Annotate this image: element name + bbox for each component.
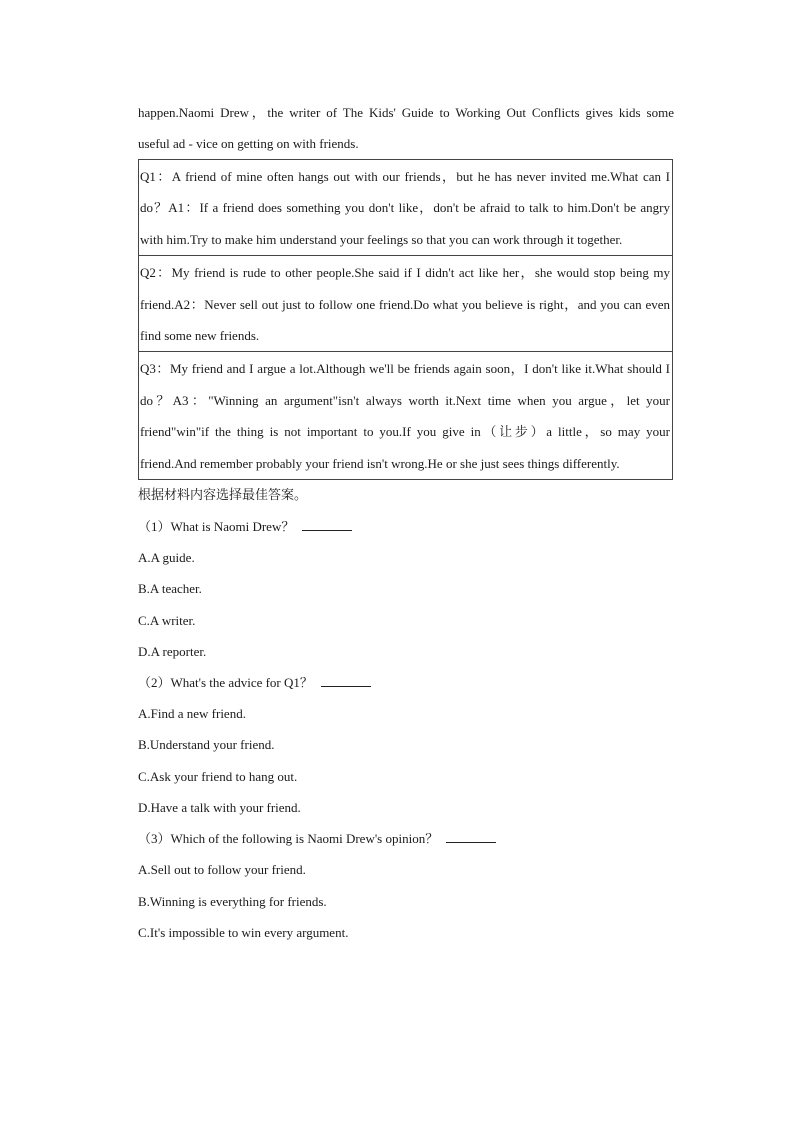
question-stem-text: （3）Which of the following is Naomi Drew's opinion？: [138, 831, 439, 847]
question-3: [138, 823, 674, 948]
qa-cell-q2: Q2：My friend is rude to other people.She said if I didn't act like her，she would stop being my friend.A2：Never sell out just to follow one friend.Do what you believe is right，and you can even find some new friends.: [139, 255, 672, 351]
option-c: C.A writer.: [138, 612, 196, 628]
question-stem: [138, 511, 674, 542]
qa-cell-q3: Q3：My friend and I argue a lot.Although we'll be friends again soon，I don't like it.What should I do？A3："Winning an argument"isn't always worth it.Next time when you argue，let your friend"win"if the thing is not important to you.If you give in（让步）a little，so may your friend.And remember probably your friend isn't wrong.He or she just sees things differently.: [139, 351, 672, 479]
question-2: [138, 667, 674, 823]
answer-blank[interactable]: [302, 518, 352, 531]
option-d: D.A reporter.: [138, 643, 207, 659]
question-stem: [138, 823, 674, 854]
option-d: D.Have a talk with your friend.: [138, 799, 301, 815]
intro-line-1: happen.Naomi Drew，the writer of The Kids' Guide to Working Out Conflicts gives kids some: [138, 105, 674, 120]
option-c: C.It's impossible to win every argument.: [138, 924, 349, 940]
qa-cell-q1: Q1：A friend of mine often hangs out with our friends，but he has never invited me.What can I do？A1：If a friend does something you don't like，don't be afraid to talk to him.Don't be angry with him.Try to make him understand your feelings so that you can work through it together.: [140, 169, 670, 247]
intro-paragraph: [138, 97, 674, 159]
option-b: B.A teacher.: [138, 581, 202, 597]
qa-table: [138, 159, 673, 480]
option-b: B.Winning is everything for friends.: [138, 893, 327, 909]
question-1: [138, 511, 674, 667]
answer-blank[interactable]: [321, 674, 371, 687]
option-c: C.Ask your friend to hang out.: [138, 768, 298, 784]
question-stem: [138, 667, 674, 698]
option-b: B.Understand your friend.: [138, 737, 275, 753]
question-stem-text: （1）What is Naomi Drew？: [138, 519, 295, 535]
instruction-text: 根据材料内容选择最佳答案。: [138, 488, 308, 504]
option-a: A.Sell out to follow your friend.: [138, 862, 306, 878]
document-page: [138, 97, 674, 948]
answer-blank[interactable]: [446, 830, 496, 843]
option-a: A.Find a new friend.: [138, 706, 246, 722]
option-a: A.A guide.: [138, 550, 195, 566]
question-stem-text: （2）What's the advice for Q1？: [138, 675, 313, 691]
intro-line-2: useful ad - vice on getting on with friends.: [138, 136, 359, 151]
